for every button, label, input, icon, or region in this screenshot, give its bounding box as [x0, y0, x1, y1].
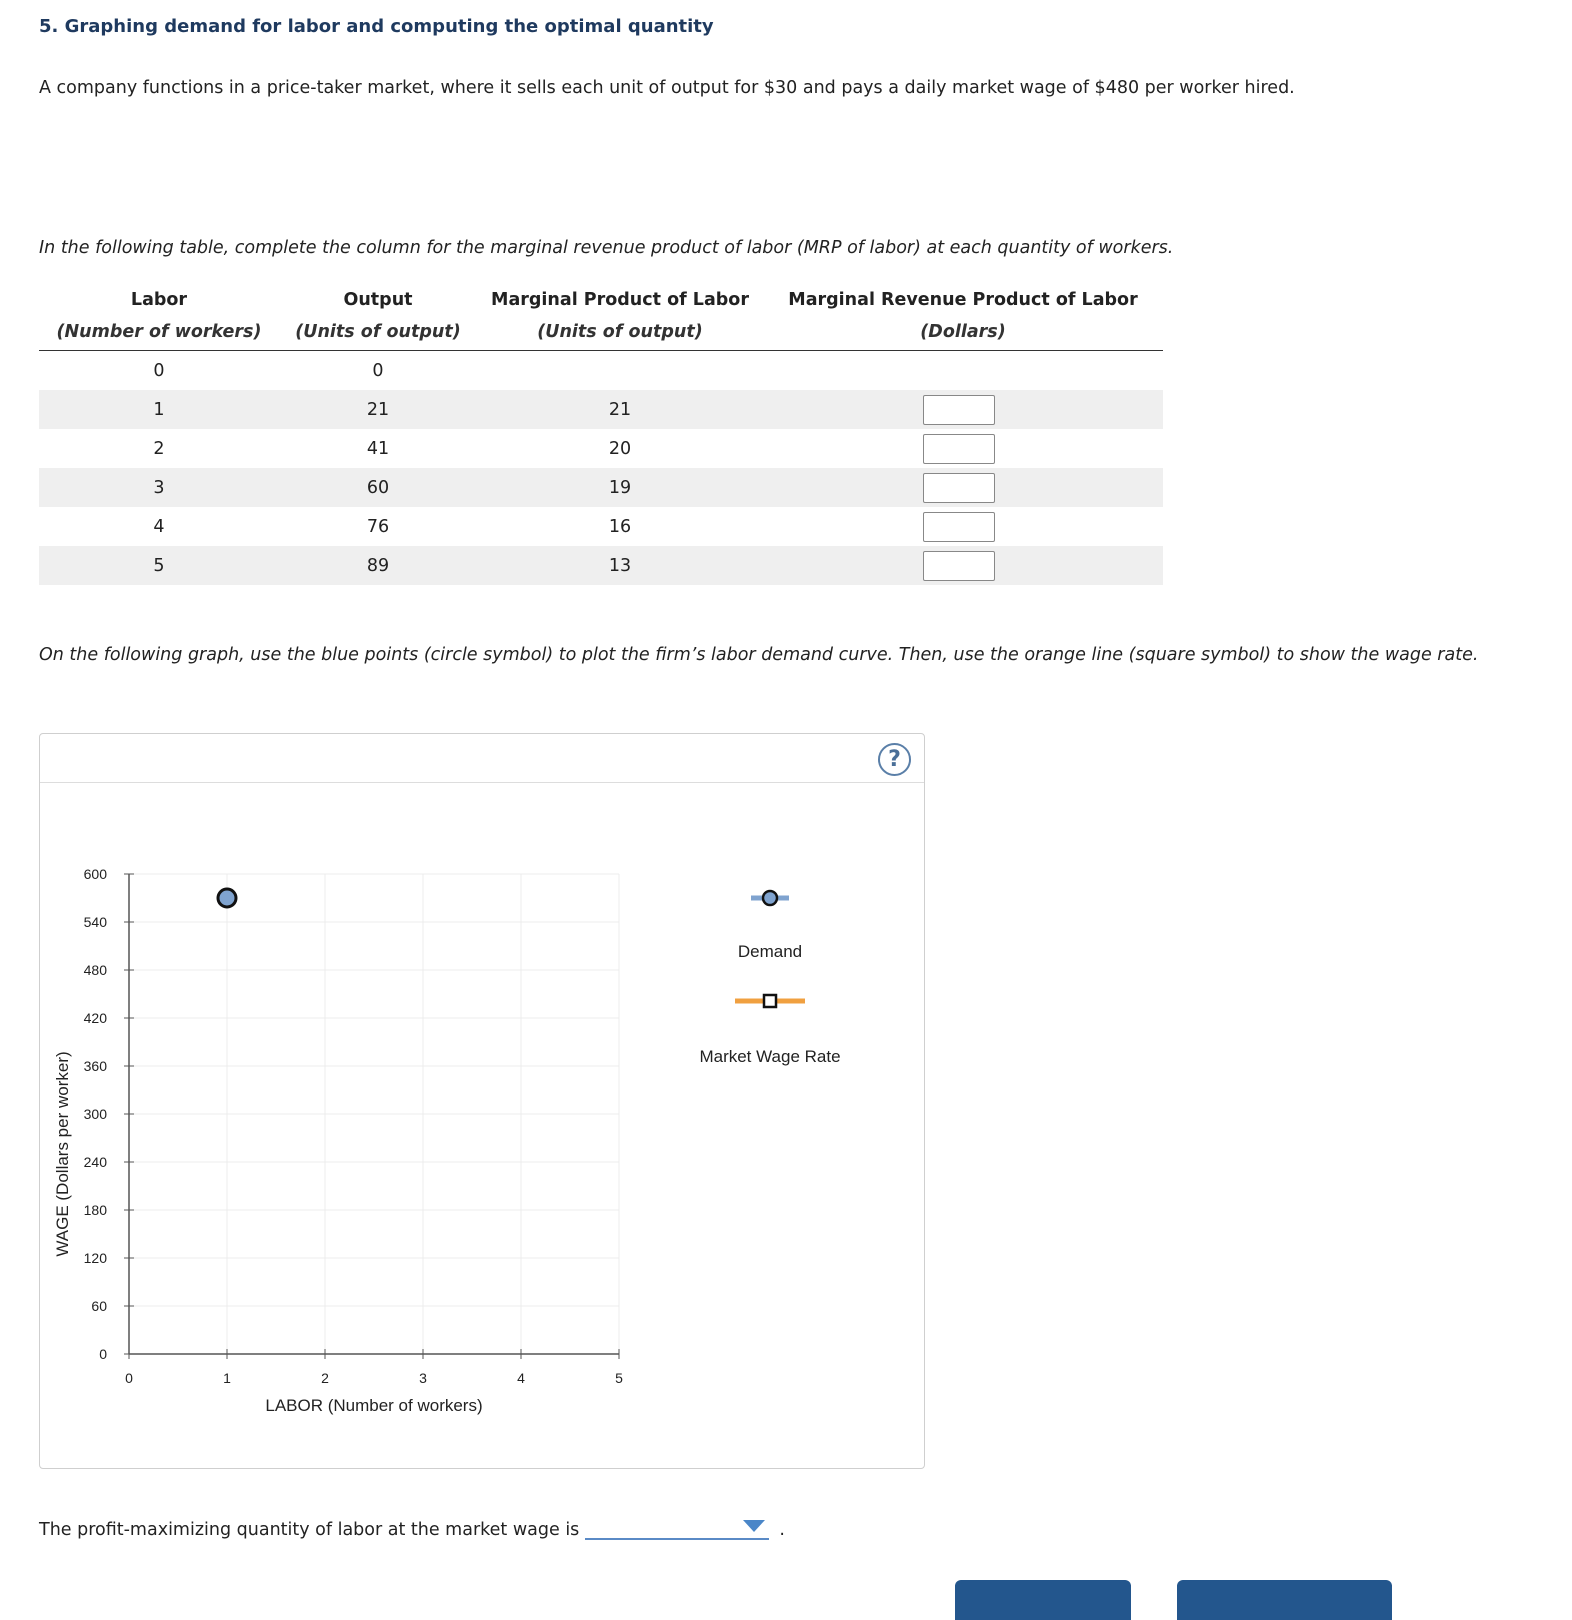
chevron-down-icon — [743, 1520, 765, 1532]
mrp-input-1[interactable] — [923, 395, 995, 425]
output-cell: 41 — [366, 438, 390, 459]
labor-quantity-dropdown[interactable] — [585, 1512, 769, 1540]
table-row — [39, 507, 1163, 546]
output-cell: 89 — [279, 546, 477, 585]
intro-text: A company functions in a price-taker market, where it sells each unit of output for $30 and pays a daily market wage of $480 per worker hired. — [39, 78, 1295, 98]
output-cell: 0 — [372, 360, 384, 381]
mrp-cell — [763, 468, 1163, 507]
table-instruction: In the following table, complete the column for the marginal revenue product of labor (MRP of labor) at each quantity of workers. — [39, 238, 1174, 258]
labor-cell: 3 — [39, 468, 279, 507]
output-cell: 60 — [279, 468, 477, 507]
y-tick-label: 180 — [83, 1202, 107, 1218]
legend-wage-square-icon — [764, 995, 776, 1007]
x-tick-label: 4 — [517, 1370, 525, 1386]
answer-line — [39, 1512, 785, 1540]
subheader-mrp: (Dollars) — [763, 314, 1163, 351]
y-axis-label: WAGE (Dollars per worker) — [53, 1051, 72, 1257]
mrp-input-3[interactable] — [923, 473, 995, 503]
y-tick-label: 240 — [83, 1154, 107, 1170]
graph-panel — [39, 733, 925, 1469]
output-cell: 76 — [366, 516, 390, 537]
legend-demand-circle-icon — [763, 891, 777, 905]
subheader-output: (Units of output) — [279, 314, 477, 351]
y-tick-label: 600 — [83, 866, 107, 882]
mpl-cell: 20 — [608, 438, 632, 459]
y-tick-label: 120 — [83, 1250, 107, 1266]
header-output: Output — [343, 290, 413, 310]
header-mrp: Marginal Revenue Product of Labor — [788, 290, 1138, 310]
mpl-cell: 13 — [477, 546, 763, 585]
header-mpl: Marginal Product of Labor — [491, 290, 749, 310]
labor-cell: 4 — [153, 516, 165, 537]
legend-demand-label: Demand — [737, 942, 803, 961]
answer-prefix: The profit-maximizing quantity of labor at the market wage is — [39, 1520, 580, 1540]
mrp-cell — [763, 390, 1163, 429]
mpl-cell: 21 — [477, 390, 763, 429]
y-tick-label: 300 — [83, 1106, 107, 1122]
mrp-table — [39, 286, 1163, 585]
table-row — [39, 546, 1163, 585]
table-row — [39, 390, 1163, 429]
demand-point — [218, 889, 236, 907]
mrp-input-2[interactable] — [923, 434, 995, 464]
mpl-cell — [477, 351, 763, 391]
subheader-labor: (Number of workers) — [39, 314, 279, 351]
labor-cell: 5 — [39, 546, 279, 585]
x-axis-label: LABOR (Number of workers) — [265, 1396, 483, 1415]
y-tick-label: 540 — [83, 914, 107, 930]
mrp-cell — [763, 429, 1163, 468]
question-title: 5. Graphing demand for labor and computing the optimal quantity — [39, 16, 714, 37]
table-row — [39, 429, 1163, 468]
table-row — [39, 468, 1163, 507]
answer-suffix: . — [779, 1520, 785, 1540]
labor-cell: 1 — [39, 390, 279, 429]
x-tick-label: 1 — [223, 1370, 231, 1386]
x-tick-label: 3 — [419, 1370, 427, 1386]
nav-button-right[interactable] — [1177, 1580, 1392, 1620]
mrp-cell — [763, 351, 1163, 391]
table-row — [39, 351, 1163, 391]
mpl-cell: 19 — [477, 468, 763, 507]
output-cell: 21 — [279, 390, 477, 429]
x-tick-label: 0 — [125, 1370, 133, 1386]
y-tick-label: 0 — [99, 1346, 107, 1362]
y-tick-label: 60 — [91, 1298, 107, 1314]
mrp-input-4[interactable] — [923, 512, 995, 542]
help-icon[interactable]: ? — [878, 743, 911, 776]
labor-cell: 2 — [153, 438, 165, 459]
y-tick-label: 480 — [83, 962, 107, 978]
mrp-cell — [763, 507, 1163, 546]
y-tick-label: 420 — [83, 1010, 107, 1026]
x-tick-label: 5 — [615, 1370, 623, 1386]
mrp-cell — [763, 546, 1163, 585]
mrp-input-5[interactable] — [923, 551, 995, 581]
labor-demand-chart[interactable] — [40, 734, 926, 1470]
y-tick-label: 360 — [83, 1058, 107, 1074]
header-labor: Labor — [130, 290, 188, 310]
subheader-mpl: (Units of output) — [477, 314, 763, 351]
x-tick-label: 2 — [321, 1370, 329, 1386]
labor-cell: 0 — [153, 360, 165, 381]
nav-button-left[interactable] — [955, 1580, 1131, 1620]
graph-instruction: On the following graph, use the blue points (circle symbol) to plot the firm’s labor demand curve. Then, use the orange line (square symbol) to show the wage rate. — [39, 645, 1479, 665]
legend-wage-label: Market Wage Rate — [699, 1047, 841, 1066]
mpl-cell: 16 — [608, 516, 632, 537]
